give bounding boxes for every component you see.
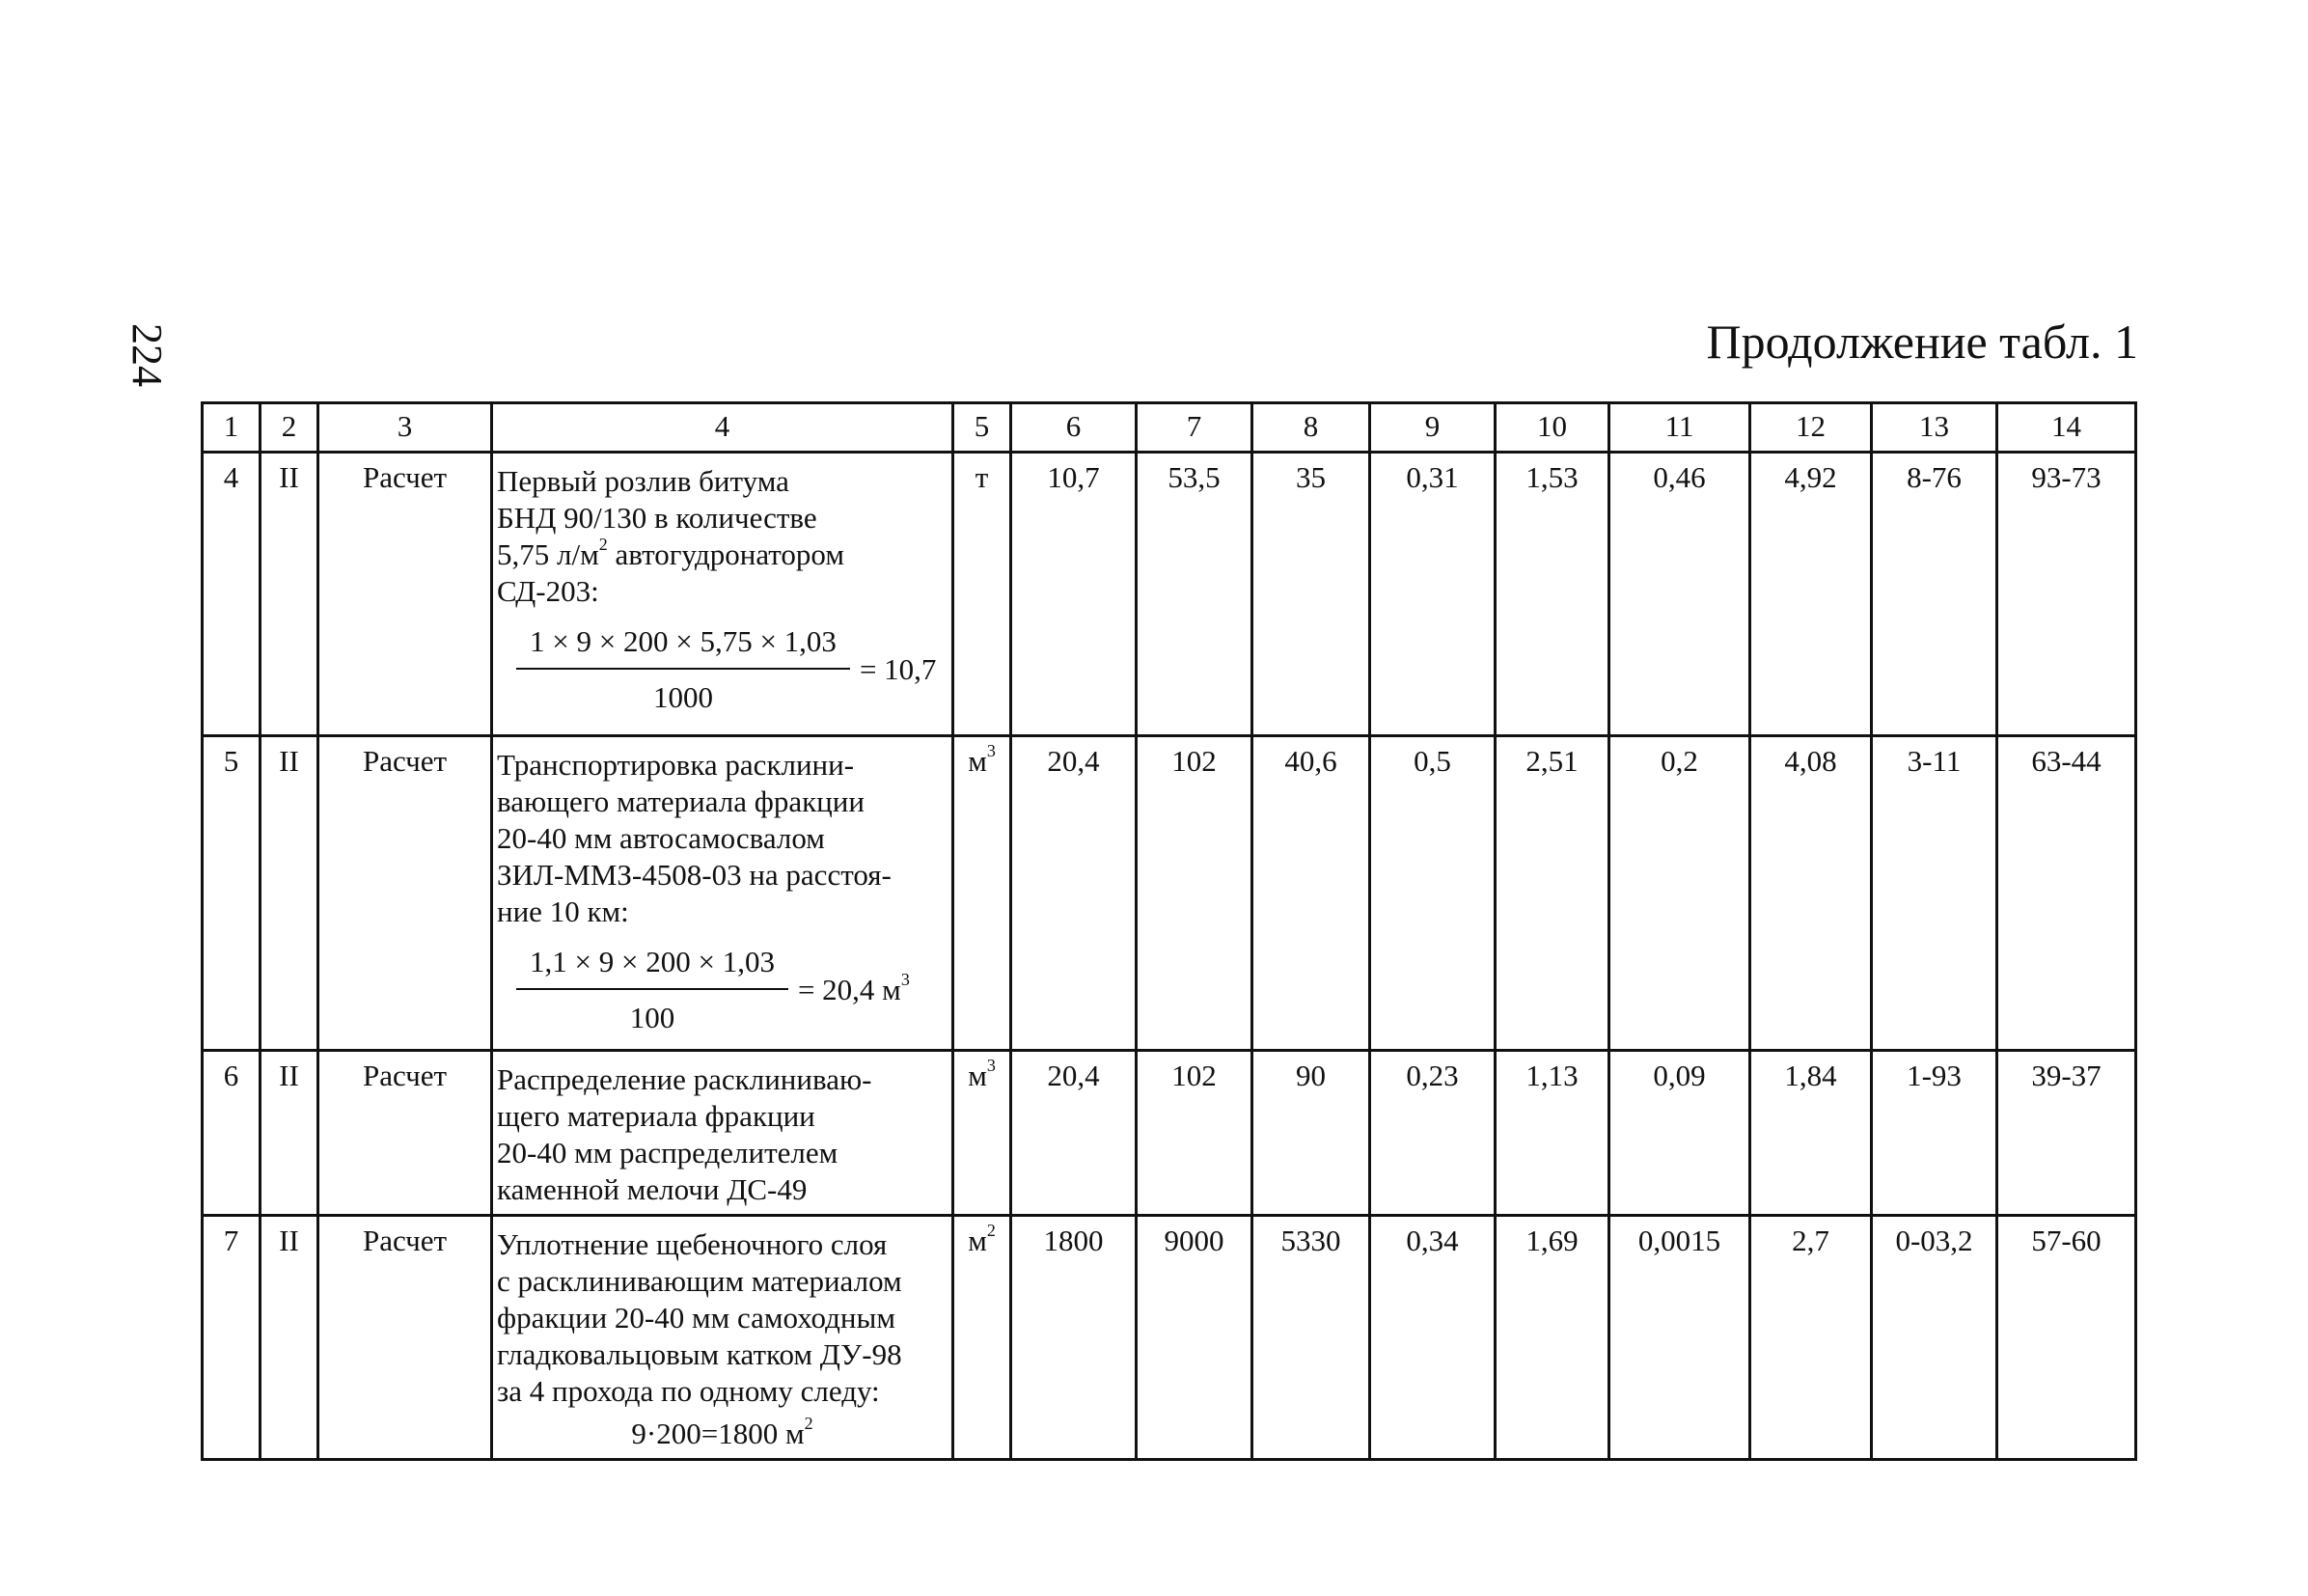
table-caption: Продолжение табл. 1 bbox=[1706, 315, 2138, 369]
column-number: 12 bbox=[1750, 403, 1872, 453]
unit-exponent: 3 bbox=[986, 740, 996, 760]
description-line: щего материала фракции bbox=[497, 1099, 815, 1133]
value-cell: 0-03,2 bbox=[1872, 1216, 1997, 1460]
column-number: 6 bbox=[1011, 403, 1137, 453]
row-number: 6 bbox=[203, 1051, 261, 1216]
value-cell: 4,08 bbox=[1750, 736, 1872, 1051]
unit-cell bbox=[953, 1216, 1011, 1460]
column-number: 9 bbox=[1370, 403, 1496, 453]
column-number: 2 bbox=[261, 403, 318, 453]
value-cell: 0,31 bbox=[1370, 453, 1496, 736]
description-line: Распределение расклиниваю- bbox=[497, 1062, 872, 1096]
unit-exponent: 3 bbox=[986, 1055, 996, 1075]
value-cell: 39-37 bbox=[1997, 1051, 2136, 1216]
value-cell: 8-76 bbox=[1872, 453, 1997, 736]
calculation-line: 9·200=1800 $м^2$ bbox=[631, 1413, 813, 1450]
formula bbox=[516, 944, 948, 1036]
table-row bbox=[203, 453, 2136, 736]
value-cell: 2,7 bbox=[1750, 1216, 1872, 1460]
value-cell: 0,0015 bbox=[1609, 1216, 1750, 1460]
page-number: 224 bbox=[124, 323, 171, 387]
description-line: с расклинивающим материалом bbox=[497, 1264, 902, 1298]
value-cell: 2,51 bbox=[1496, 736, 1609, 1051]
column-number: 14 bbox=[1997, 403, 2136, 453]
value-cell: 35 bbox=[1252, 453, 1370, 736]
column-number: 5 bbox=[953, 403, 1011, 453]
value-cell: 0,34 bbox=[1370, 1216, 1496, 1460]
value-cell: 57-60 bbox=[1997, 1216, 2136, 1460]
value-cell: 20,4 bbox=[1011, 1051, 1137, 1216]
value-cell: 1,53 bbox=[1496, 453, 1609, 736]
value-cell: 0,2 bbox=[1609, 736, 1750, 1051]
unit: м bbox=[968, 1224, 987, 1257]
value-cell: 9000 bbox=[1137, 1216, 1252, 1460]
unit: т bbox=[975, 460, 989, 494]
table-row bbox=[203, 736, 2136, 1051]
row-basis: Расчет bbox=[318, 1051, 492, 1216]
row-basis: Расчет bbox=[318, 1216, 492, 1460]
unit: м bbox=[968, 744, 987, 778]
description-line: 5,75 $л/м^2$ автогудронатором bbox=[497, 534, 844, 571]
row-basis: Расчет bbox=[318, 736, 492, 1051]
table-row bbox=[203, 1051, 2136, 1216]
description-line: за 4 прохода по одному следу: bbox=[497, 1374, 880, 1408]
value-cell: 1,84 bbox=[1750, 1051, 1872, 1216]
unit-cell bbox=[953, 1051, 1011, 1216]
calculation-text: 9·200=1800 м bbox=[631, 1417, 805, 1450]
column-number: 13 bbox=[1872, 403, 1997, 453]
column-number: 4 bbox=[492, 403, 953, 453]
formula-denominator: 1000 bbox=[652, 680, 713, 714]
column-number: 8 bbox=[1252, 403, 1370, 453]
description-line: Транспортировка расклини- bbox=[497, 748, 855, 782]
formula-result: = 10,7 bbox=[859, 652, 937, 686]
column-number: 7 bbox=[1137, 403, 1252, 453]
value-cell: 5330 bbox=[1252, 1216, 1370, 1460]
column-number-row bbox=[203, 403, 2136, 453]
value-cell: 0,46 bbox=[1609, 453, 1750, 736]
description-line: каменной мелочи ДС-49 bbox=[497, 1172, 808, 1206]
column-number: 3 bbox=[318, 403, 492, 453]
value-cell: 1,69 bbox=[1496, 1216, 1609, 1460]
value-cell: 1-93 bbox=[1872, 1051, 1997, 1216]
cost-table bbox=[201, 401, 2137, 1461]
value-cell: 3-11 bbox=[1872, 736, 1997, 1051]
description-text: автогудронатором bbox=[615, 537, 844, 571]
description-line: Уплотнение щебеночного слоя bbox=[497, 1227, 888, 1261]
description-line: гладковальцовым катком ДУ-98 bbox=[497, 1337, 902, 1371]
row-category: II bbox=[261, 1216, 318, 1460]
row-number: 5 bbox=[203, 736, 261, 1051]
column-number: 10 bbox=[1496, 403, 1609, 453]
work-description bbox=[492, 453, 953, 736]
value-cell: 10,7 bbox=[1011, 453, 1137, 736]
value-cell: 102 bbox=[1137, 1051, 1252, 1216]
formula bbox=[516, 623, 948, 716]
value-cell: 20,4 bbox=[1011, 736, 1137, 1051]
work-description bbox=[492, 736, 953, 1051]
value-cell: 102 bbox=[1137, 736, 1252, 1051]
description-line: ние 10 км: bbox=[497, 894, 629, 928]
row-basis: Расчет bbox=[318, 453, 492, 736]
column-number: 11 bbox=[1609, 403, 1750, 453]
value-cell: 0,23 bbox=[1370, 1051, 1496, 1216]
value-cell: 90 bbox=[1252, 1051, 1370, 1216]
description-line: ЗИЛ-ММЗ-4508-03 на расстоя- bbox=[497, 858, 892, 892]
row-category: II bbox=[261, 1051, 318, 1216]
value-cell: 0,5 bbox=[1370, 736, 1496, 1051]
description-line: 20-40 мм автосамосвалом bbox=[497, 821, 825, 855]
description-line: СД-203: bbox=[497, 574, 599, 608]
formula-denominator: 100 bbox=[629, 1001, 675, 1034]
value-cell: 1,13 bbox=[1496, 1051, 1609, 1216]
formula-numerator: 1,1 × 9 × 200 × 1,03 bbox=[516, 944, 788, 990]
description-text: 5,75 л/м bbox=[497, 537, 599, 571]
description-line: фракции 20-40 мм самоходным bbox=[497, 1301, 895, 1335]
table-row bbox=[203, 1216, 2136, 1460]
description-line: БНД 90/130 в количестве bbox=[497, 501, 817, 535]
work-description bbox=[492, 1051, 953, 1216]
value-cell: 0,09 bbox=[1609, 1051, 1750, 1216]
value-cell: 93-73 bbox=[1997, 453, 2136, 736]
column-number: 1 bbox=[203, 403, 261, 453]
unit: м bbox=[968, 1059, 987, 1092]
description-line: Первый розлив битума bbox=[497, 464, 789, 498]
value-cell: 4,92 bbox=[1750, 453, 1872, 736]
unit-cell bbox=[953, 453, 1011, 736]
description-line: вающего материала фракции bbox=[497, 784, 865, 818]
value-cell: 63-44 bbox=[1997, 736, 2136, 1051]
value-cell: 1800 bbox=[1011, 1216, 1137, 1460]
work-description bbox=[492, 1216, 953, 1460]
row-number: 4 bbox=[203, 453, 261, 736]
formula-result-text: = 20,4 м bbox=[797, 973, 901, 1006]
value-cell: 53,5 bbox=[1137, 453, 1252, 736]
formula-numerator: 1 × 9 × 200 × 5,75 × 1,03 bbox=[516, 623, 850, 670]
unit-exponent: 2 bbox=[986, 1220, 996, 1240]
description-line: 20-40 мм распределителем bbox=[497, 1136, 838, 1169]
formula-result: = 20,4 $м^3$ bbox=[797, 969, 910, 1006]
row-category: II bbox=[261, 736, 318, 1051]
row-category: II bbox=[261, 453, 318, 736]
unit-cell bbox=[953, 736, 1011, 1051]
value-cell: 40,6 bbox=[1252, 736, 1370, 1051]
row-number: 7 bbox=[203, 1216, 261, 1460]
